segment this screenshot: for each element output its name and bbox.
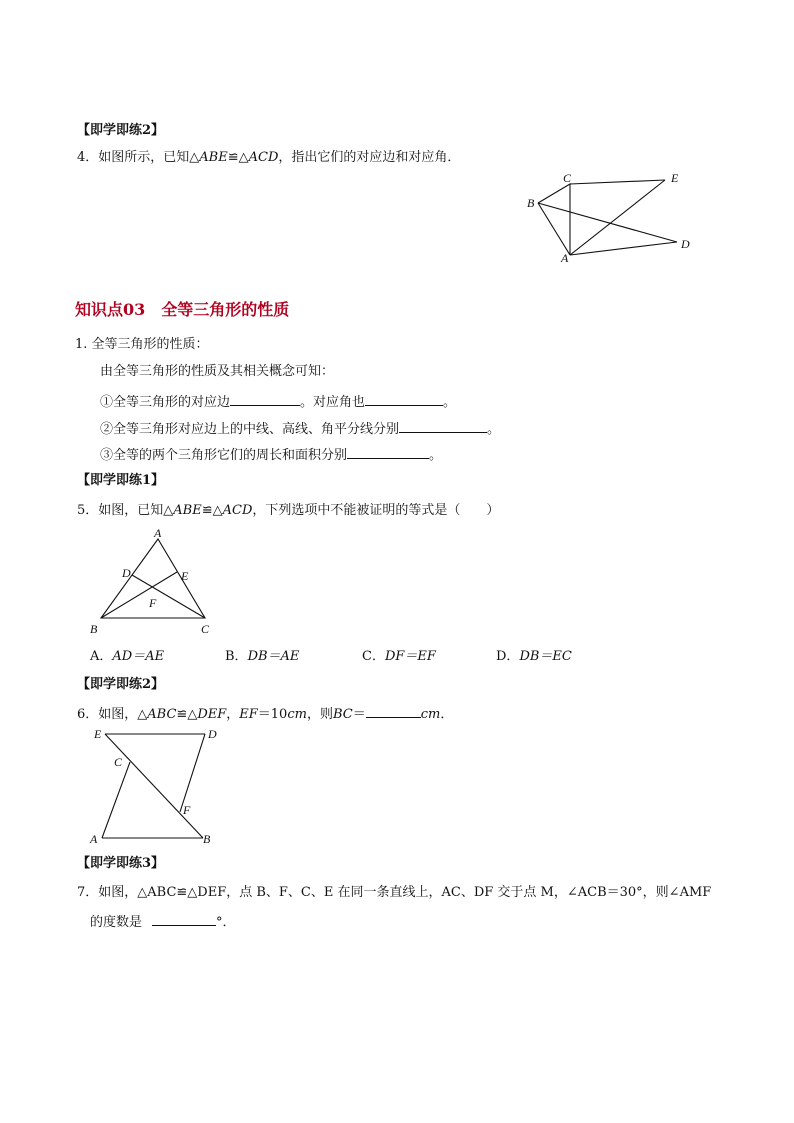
properties-line-1-text-c: 。: [443, 395, 457, 410]
exercise-7-question-line-2: [90, 913, 236, 931]
fig5-label-f: F: [149, 596, 157, 610]
properties-line-3-text-b: 。: [429, 448, 443, 463]
fig6-label-b: B: [203, 832, 211, 846]
fig6-edge-ac: [102, 762, 130, 838]
exercise-7-heading: 【即学即练3】: [77, 856, 165, 871]
fig5-line-dc: [132, 575, 205, 618]
unit-cm-2: cm: [420, 707, 441, 722]
fig6-label-e: E: [94, 727, 102, 741]
exercise-4-rest: ，指出它们的对应边和对应角．: [278, 150, 461, 165]
exercise-7-text-b: °．: [216, 915, 236, 930]
fig6-label-f: F: [183, 803, 191, 817]
fig4-edge-ce: [570, 180, 665, 184]
option-d-expr: DB＝EC: [519, 649, 572, 664]
triangle-acd: ACD: [222, 503, 253, 518]
blank-angle-amf: [152, 913, 216, 926]
segment-ef: EF: [239, 707, 258, 722]
equals-sign: ＝: [352, 707, 366, 722]
exercise-5-question: [77, 503, 499, 519]
properties-line-0: 由全等三角形的性质及其相关概念可知：: [100, 364, 335, 379]
fig5-label-e: E: [181, 569, 189, 583]
blank-bc-length: [366, 705, 421, 718]
exercise-6-then: ，则: [306, 707, 333, 722]
option-b-letter: B．: [225, 649, 248, 664]
exercise-5-heading: 【即学即练1】: [77, 473, 165, 488]
fig5-label-a: A: [154, 526, 162, 540]
fig4-label-e: E: [671, 171, 679, 185]
properties-line-3: [100, 446, 442, 464]
exercise-4-figure: [520, 165, 700, 265]
option-d[interactable]: [496, 649, 572, 665]
exercise-6-figure: [85, 725, 225, 850]
exercise-4-heading: 【即学即练2】: [77, 123, 165, 138]
option-a-letter: A．: [90, 649, 113, 664]
option-c-letter: C．: [362, 649, 385, 664]
exercise-6-comma: ，: [226, 707, 240, 722]
congruent-symbol: ≌△: [201, 503, 223, 518]
fig4-label-a: A: [561, 251, 569, 265]
ef-value: ＝10: [257, 707, 288, 722]
fig6-label-d: D: [208, 727, 217, 741]
exercise-5-figure: [85, 525, 225, 640]
exercise-7-question-line-1: 7．如图，△ABC≌△DEF，点 B、F、C、E 在同一条直线上，AC、DF 交于点 M，∠ACB＝30°，则∠AMF: [77, 885, 712, 900]
properties-line-2: [100, 420, 500, 438]
fig5-label-d: D: [122, 566, 131, 580]
fig5-label-b: B: [90, 622, 98, 636]
option-b-expr: DB＝AE: [247, 649, 300, 664]
fig5-label-c: C: [201, 622, 210, 636]
exercise-6-heading: 【即学即练2】: [77, 677, 165, 692]
triangle-abe: ABE: [173, 503, 202, 518]
option-d-letter: D．: [496, 649, 520, 664]
fig4-edge-ea: [570, 180, 665, 255]
option-c-expr: DF＝EF: [384, 649, 436, 664]
blank-corresponding-sides: [230, 393, 300, 406]
properties-line-1-text-b: 。对应角也: [300, 395, 366, 410]
fig4-edge-ad: [570, 242, 677, 255]
properties-line-3-text-a: ③全等的两个三角形它们的周长和面积分别: [100, 448, 348, 463]
fig4-label-c: C: [563, 171, 572, 185]
congruent-symbol: ≌△: [176, 707, 198, 722]
exercise-7-text-a: 的度数是: [90, 915, 143, 930]
properties-line-1-text-a: ①全等三角形的对应边: [100, 395, 231, 410]
fig6-label-a: A: [90, 832, 98, 846]
option-b[interactable]: [225, 649, 299, 665]
exercise-4-number: 4．如图所示，已知: [77, 150, 190, 165]
congruent-symbol: ≌△: [227, 150, 249, 165]
triangle-acd: ACD: [248, 150, 279, 165]
triangle-def: DEF: [197, 707, 227, 722]
blank-corresponding-angles: [365, 393, 443, 406]
blank-perimeter-area: [347, 446, 429, 459]
blank-medians: [399, 420, 487, 433]
exercise-5-number: 5．如图，已知△: [77, 503, 174, 518]
option-a[interactable]: [90, 649, 164, 665]
exercise-6-question: [77, 705, 453, 723]
exercise-4-question: [77, 150, 460, 166]
fig6-edge-df: [180, 734, 205, 812]
section-title: 知识点03 全等三角形的性质: [75, 300, 290, 319]
fig4-label-b: B: [527, 196, 535, 210]
triangle-abc: ABC: [147, 707, 177, 722]
triangle-symbol: △: [189, 150, 200, 165]
exercise-6-end: ．: [440, 707, 454, 722]
exercise-6-number: 6．如图，△: [77, 707, 148, 722]
option-a-expr: AD＝AE: [112, 649, 165, 664]
fig4-edge: [538, 184, 570, 255]
properties-intro: 1. 全等三角形的性质：: [75, 337, 209, 352]
unit-cm-1: cm: [287, 707, 307, 722]
properties-line-2-text-a: ②全等三角形对应边上的中线、高线、角平分线分别: [100, 422, 400, 437]
triangle-abe: ABE: [199, 150, 228, 165]
fig6-label-c: C: [114, 755, 123, 769]
segment-bc: BC: [332, 707, 353, 722]
fig4-label-d: D: [681, 237, 690, 251]
exercise-5-rest: ，下列选项中不能被证明的等式是（ ）: [252, 503, 500, 518]
properties-line-2-text-b: 。: [487, 422, 501, 437]
properties-line-1: [100, 393, 456, 411]
option-c[interactable]: [362, 649, 436, 665]
